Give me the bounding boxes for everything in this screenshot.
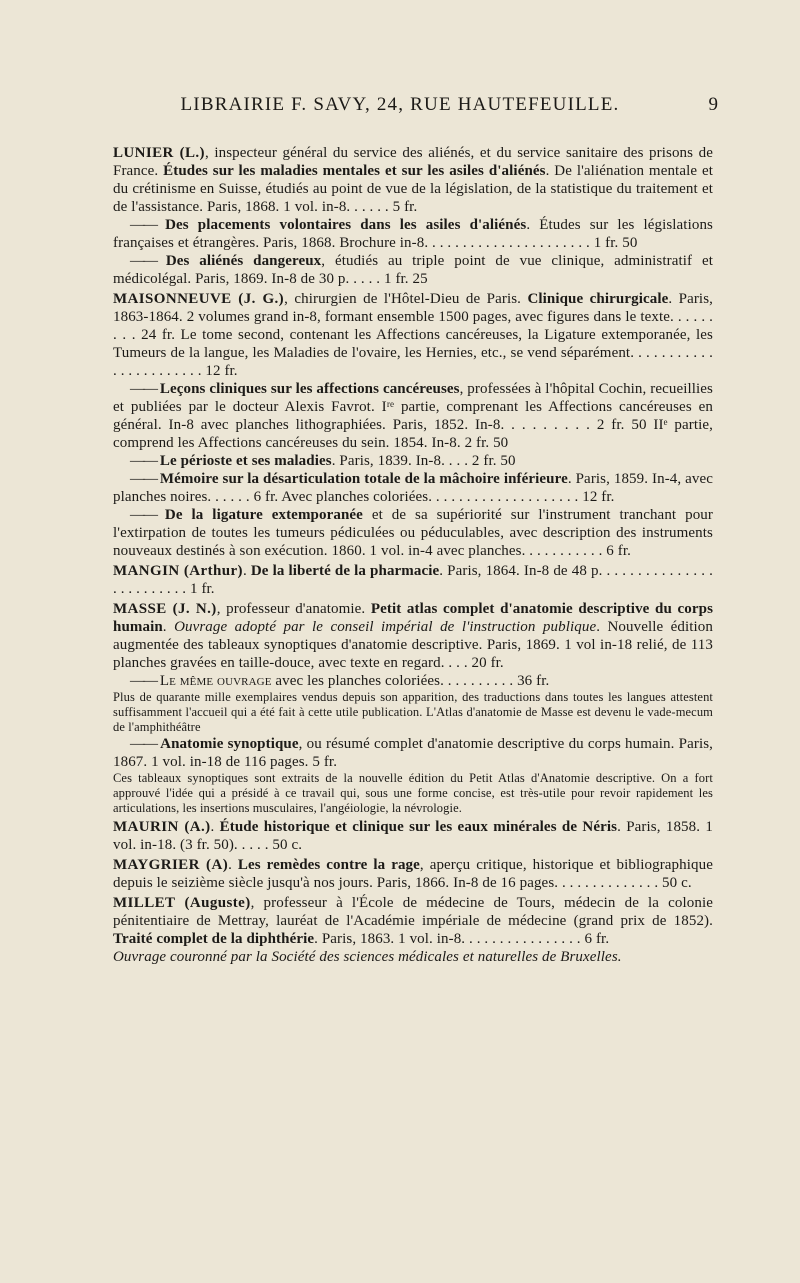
- entry-title: Petit atlas complet d'anatomie descriptive du corps humain: [113, 601, 714, 635]
- entry-dash: ——: [130, 217, 156, 233]
- entry-dash: ——: [130, 736, 156, 752]
- entry-text: .: [162, 619, 175, 635]
- entry-dash: ——: [130, 471, 156, 487]
- sub-entry-title: Le périoste et ses maladies: [159, 453, 332, 469]
- catalogue-entry-mangin: [113, 562, 713, 598]
- catalogue-entry-masse: [113, 600, 713, 816]
- sub-entry-title: De la ligature extemporanée: [164, 507, 363, 523]
- sub-entry-title: Des placements volontaires dans les asiles d'aliénés: [165, 217, 527, 233]
- running-head: [0, 94, 800, 122]
- entry-author: MANGIN (Arthur): [113, 563, 243, 579]
- entry-note: Plus de quarante mille exemplaires vendus depuis son apparition, des traductions dans toutes les langues attestent suffisamment l'accueil qui a été fait à cette utile publication. L'Atlas d'anatomie de Masse est devenu le vade-mecum de l'amphithéâtre: [113, 690, 713, 734]
- entry-dash: ——: [130, 381, 156, 397]
- entry-text: . Paris, 1863-1864. 2 volumes grand in-8, formant ensemble 1500 pages, avec figures dans le texte. . . . . . . . . 24 fr. Le tome second, contenant les Affections cancéreuses, la Ligature extemporanée, les Tumeurs de la langue, les Maladies de l'ovaire, les Hernies, etc., se vend séparément. . . . . . . . . . . . . . . . . . . . . . . 12 fr.: [113, 291, 713, 379]
- sub-entry-title: Anatomie synoptique: [160, 736, 299, 752]
- entry-award-note: Ouvrage couronné par la Société des sciences médicales et naturelles de Bruxelles.: [113, 949, 622, 965]
- entry-title: Les remèdes contre la rage: [237, 857, 420, 873]
- entry-dash: ——: [130, 507, 156, 523]
- sub-entry-title: Leçons cliniques sur les affections cancéreuses: [159, 381, 460, 397]
- entry-intro: , inspecteur général du service des aliénés, et du service sanitaire des prisons de France.: [113, 145, 713, 179]
- entry-author: MILLET (Auguste): [113, 895, 251, 911]
- catalogue-content: [113, 144, 713, 968]
- sub-entry-text: , professées à l'hôpital Cochin, recueillies et publiées par le docteur Alexis Favrot. Iʳᵉ partie, comprenant les Affections cancéreuses en général. In-8 avec planches lithographiées. Paris, 1852. In-8. . . . . . . . . 2 fr. 50 IIᵉ partie, comprend les Affections cancéreuses du sein. 1854. In-8. 2 fr. 50: [113, 381, 713, 451]
- entry-author: MAYGRIER (A): [113, 857, 229, 873]
- entry-title: Traité complet de la diphthérie: [113, 931, 315, 947]
- entry-title: De la liberté de la pharmacie: [250, 563, 440, 579]
- entry-text-continued: . Nouvelle édition augmentée des tableaux synoptiques d'anatomie descriptive. Paris, 1869. 1 vol in-18 relié, de 113 planches gravées en taille-douce, avec texte en regard. . . . 20 fr.: [113, 619, 714, 671]
- entry-text: . Paris, 1863. 1 vol. in-8. . . . . . . . . . . . . . . . 6 fr.: [314, 931, 610, 947]
- entry-dash: ——: [130, 673, 156, 689]
- entry-intro: .: [228, 857, 238, 873]
- page-number: 9: [708, 94, 718, 115]
- entry-title: Étude historique et clinique sur les eaux minérales de Néris: [219, 819, 618, 835]
- entry-text: . Paris, 1858. 1 vol. in-18. (3 fr. 50). . . . . 50 c.: [113, 819, 713, 853]
- catalogue-entry-lunier: [113, 144, 713, 288]
- entry-intro: .: [210, 819, 220, 835]
- catalogue-entry-millet: [113, 894, 713, 966]
- entry-intro: , chirurgien de l'Hôtel-Dieu de Paris.: [284, 291, 528, 307]
- entry-dash: ——: [130, 453, 156, 469]
- entry-author: MASSE (J. N.): [113, 601, 217, 617]
- entry-author: LUNIER (L.): [113, 145, 205, 161]
- entry-dash: ——: [130, 253, 156, 269]
- catalogue-entry-maurin: [113, 818, 713, 854]
- entry-intro: , professeur d'anatomie.: [216, 601, 371, 617]
- entry-text: . Paris, 1864. In-8 de 48 p. . . . . . . . . . . . . . . . . . . . . . . . . 1 fr.: [113, 563, 713, 597]
- entry-title: Études sur les maladies mentales et sur les asiles d'aliénés: [163, 163, 546, 179]
- entry-title: Clinique chirurgicale: [527, 291, 669, 307]
- sub-entry-text: . Paris, 1839. In-8. . . . 2 fr. 50: [331, 453, 516, 469]
- entry-text: , aperçu critique, historique et bibliographique depuis le seizième siècle jusqu'à nos jours. Paris, 1866. In-8 de 16 pages. . . . . . . . . . . . . . 50 c.: [113, 857, 713, 891]
- entry-intro: .: [242, 563, 251, 579]
- sub-entry-text: et de sa supériorité sur l'instrument tranchant pour l'extirpation de toutes les tumeurs pédiculées ou péduculables, avec description des instruments nouveaux destinés à son exécution. 1860. 1 vol. in-4 avec planches. . . . . . . . . . . 6 fr.: [113, 507, 713, 559]
- entry-author: MAISONNEUVE (J. G.): [113, 291, 285, 307]
- catalogue-entry-maisonneuve: [113, 290, 713, 560]
- running-title: LIBRAIRIE F. SAVY, 24, RUE HAUTEFEUILLE.: [180, 94, 620, 115]
- sub-entry-title: Des aliénés dangereux: [165, 253, 322, 269]
- sub-entry-text: avec les planches coloriées. . . . . . . . . . 36 fr.: [271, 673, 550, 689]
- entry-note: Ces tableaux synoptiques sont extraits de la nouvelle édition du Petit Atlas d'Anatomie descriptive. On a fort approuvé l'idée qui a présidé à ce travail qui, sous une forme concise, est très-utile pour revoir rapidement les articulations, les insertions musculaires, l'angéiologie, la névrologie.: [113, 771, 713, 815]
- entry-author: MAURIN (A.): [113, 819, 211, 835]
- sub-entry-text: , ou résumé complet d'anatomie descriptive du corps humain. Paris, 1867. 1 vol. in-18 de 116 pages. 5 fr.: [113, 736, 713, 770]
- entry-intro: , professeur à l'École de médecine de Tours, médecin de la colonie pénitentiaire de Mettray, lauréat de l'Académie impériale de médecine (grand prix de 1852).: [113, 895, 713, 929]
- sub-entry-text: . Études sur les législations françaises et étrangères. Paris, 1868. Brochure in-8. . . . . . . . . . . . . . . . . . . . . . 1 fr. 50: [113, 217, 713, 251]
- sub-entry-title: Mémoire sur la désarticulation totale de la mâchoire inférieure: [159, 471, 568, 487]
- entry-text: . De l'aliénation mentale et du crétinisme en Suisse, étudiés au point de vue de la législation, de la statistique du traitement et de l'assistance. Paris, 1868. 1 vol. in-8. . . . . . 5 fr.: [113, 163, 713, 215]
- entry-italic-note: Ouvrage adopté par le conseil impérial de l'instruction publique: [174, 619, 597, 635]
- catalogue-entry-maygrier: [113, 856, 713, 892]
- sub-entry-text: , étudiés au triple point de vue clinique, administratif et médicolégal. Paris, 1869. In-8 de 30 p. . . . . 1 fr. 25: [113, 253, 713, 287]
- sub-entry-text: . Paris, 1859. In-4, avec planches noires. . . . . . 6 fr. Avec planches coloriées. . . . . . . . . . . . . . . . . . . . 12 fr.: [113, 471, 714, 505]
- sub-entry-title: Le même ouvrage: [159, 673, 272, 689]
